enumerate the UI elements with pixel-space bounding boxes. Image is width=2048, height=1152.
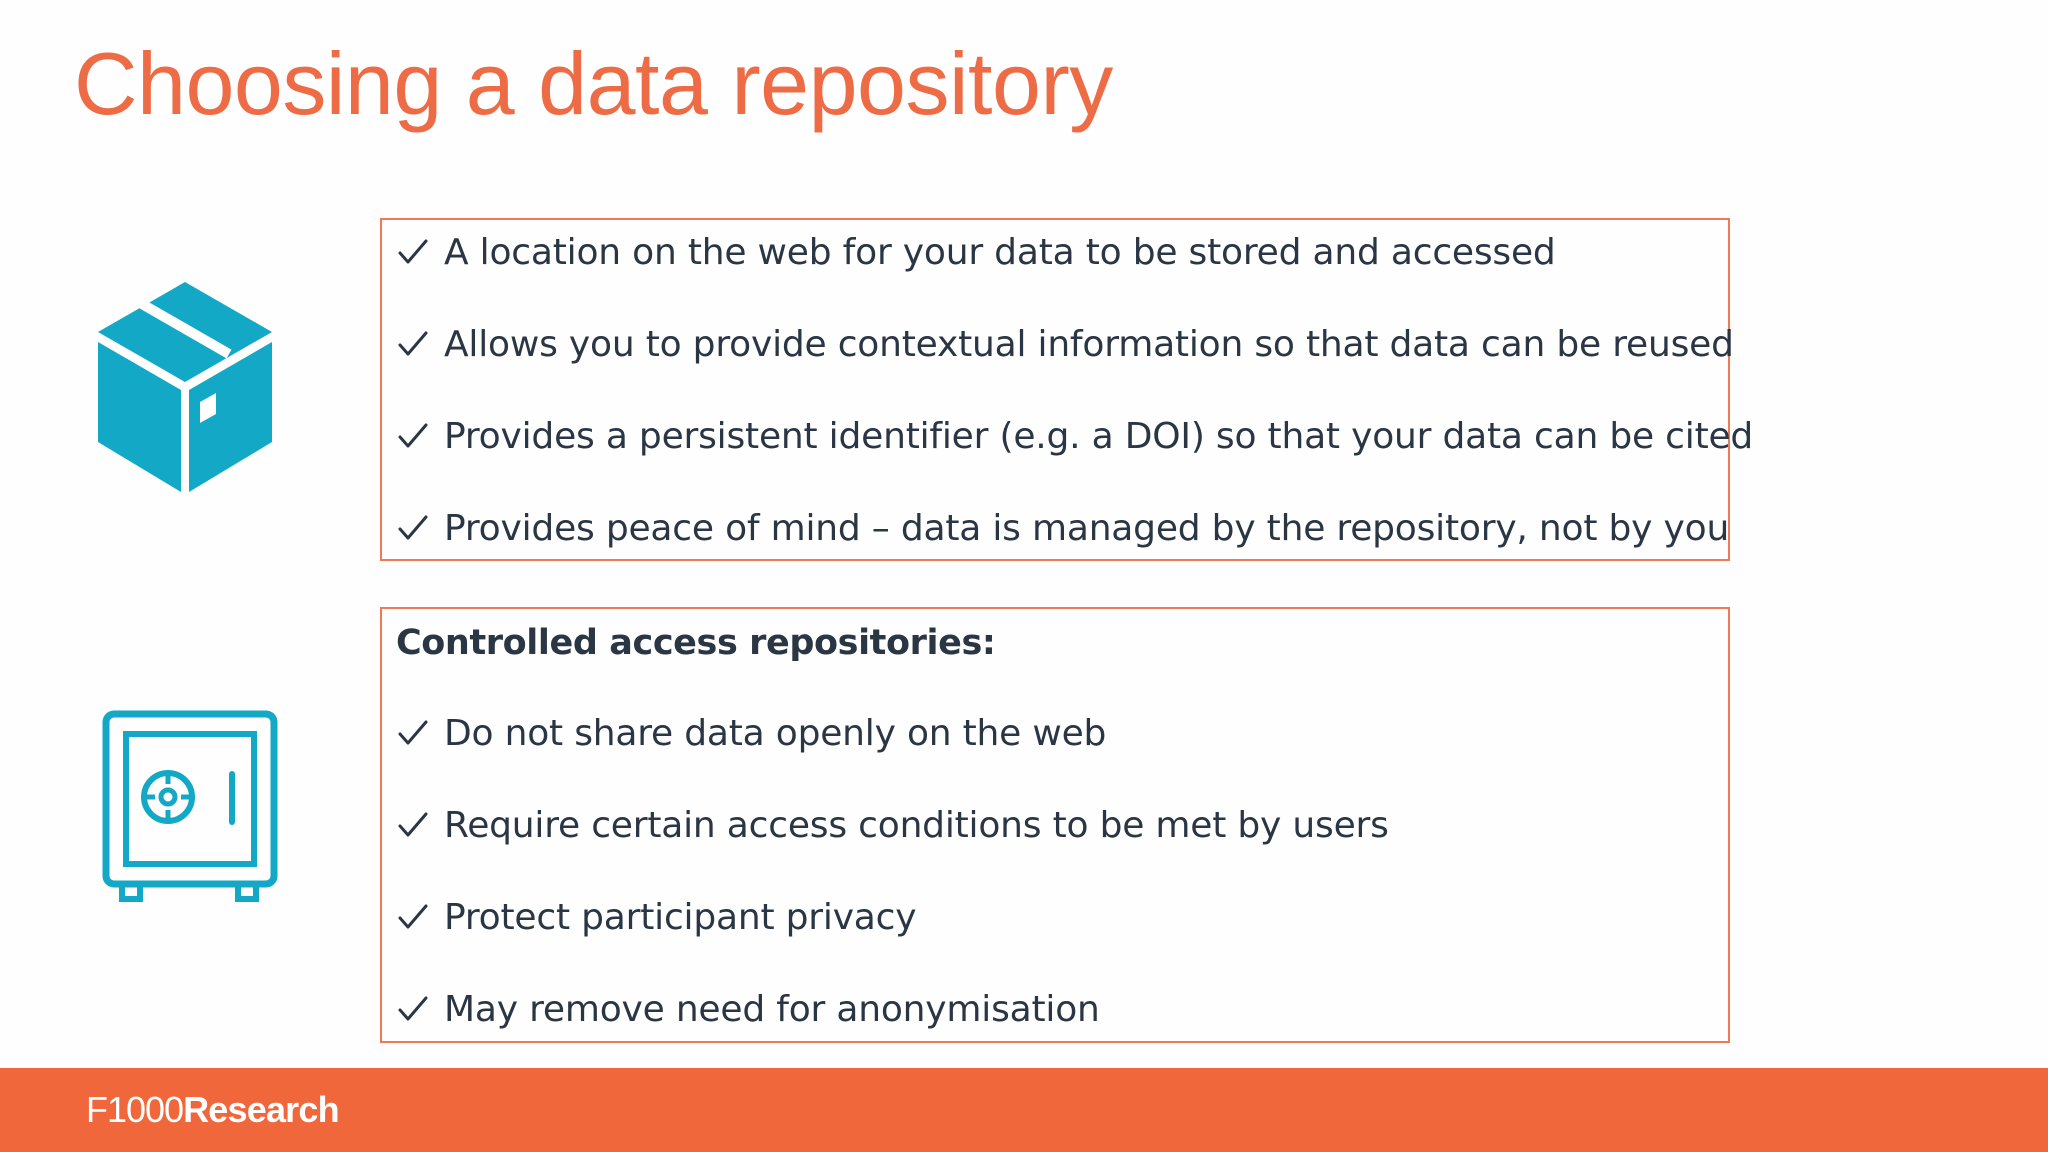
list-item-text: Provides peace of mind – data is managed by the repository, not by you (444, 507, 1730, 549)
list-item-text: May remove need for anonymisation (444, 988, 1100, 1030)
package-box-icon (96, 280, 274, 494)
list-item-text: Provides a persistent identifier (e.g. a DOI) so that your data can be cited (444, 415, 1754, 457)
slide-title: Choosing a data repository (74, 34, 1113, 133)
list-item (396, 892, 916, 942)
list-item (396, 411, 1753, 461)
list-item (396, 984, 1100, 1034)
checkmark-icon (396, 419, 430, 453)
list-item (396, 227, 1556, 277)
checkmark-icon (396, 235, 430, 269)
footer-bar (0, 1068, 2048, 1152)
list-item (396, 800, 1389, 850)
f1000research-logo (86, 1088, 339, 1132)
repository-features-box (380, 218, 1754, 561)
logo-f1000-text: F1000 (86, 1089, 184, 1130)
controlled-access-box (380, 607, 1730, 1043)
safe-vault-icon (102, 710, 278, 902)
checkmark-icon (396, 808, 430, 842)
list-item-text: A location on the web for your data to be stored and accessed (444, 231, 1556, 273)
list-item-text: Do not share data openly on the web (444, 712, 1107, 754)
checkmark-icon (396, 992, 430, 1026)
checkmark-icon (396, 716, 430, 750)
list-item (396, 503, 1729, 553)
checkmark-icon (396, 327, 430, 361)
list-item (396, 319, 1734, 369)
list-item-text: Require certain access conditions to be met by users (444, 804, 1389, 846)
checkmark-icon (396, 511, 430, 545)
logo-research-text: Research (183, 1089, 339, 1130)
controlled-access-heading: Controlled access repositories: (396, 623, 996, 663)
list-item-text: Allows you to provide contextual information so that data can be reused (444, 323, 1734, 365)
checkmark-icon (396, 900, 430, 934)
list-item-text: Protect participant privacy (444, 896, 917, 938)
list-item (396, 708, 1106, 758)
